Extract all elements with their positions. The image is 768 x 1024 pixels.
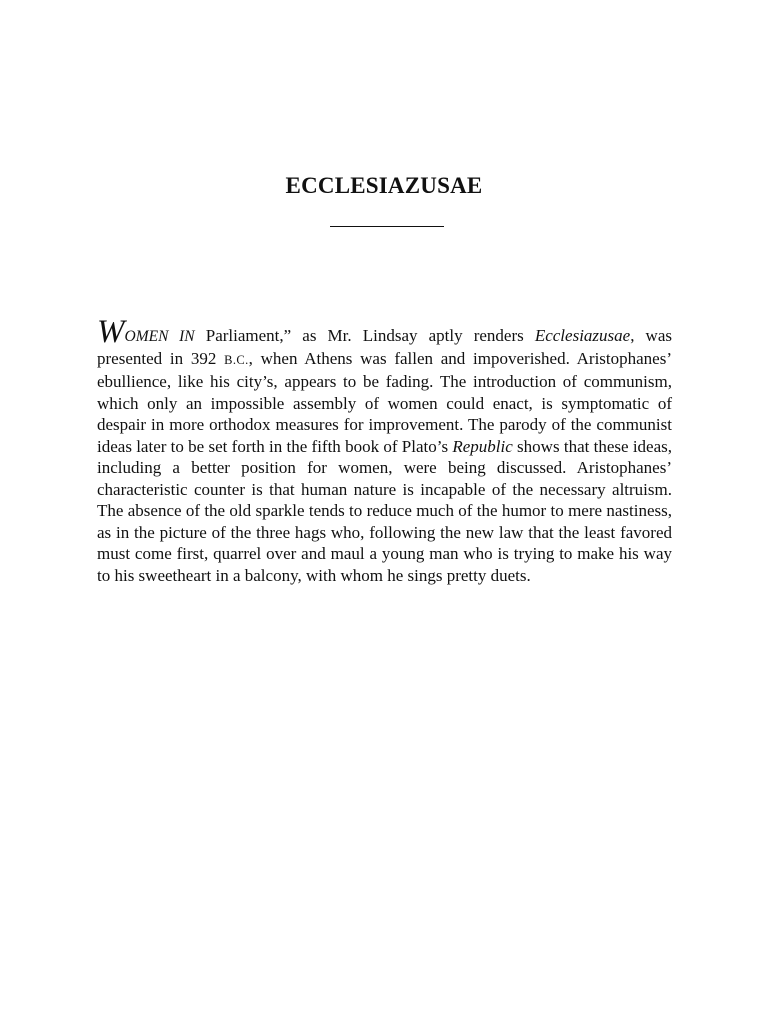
era-abbreviation: B.C.: [224, 352, 249, 367]
text-segment-2: , was presented in 392: [97, 326, 672, 368]
italic-title-ecclesiazusae: Ecclesiazusae: [534, 326, 631, 345]
italic-title-republic: Republic: [452, 436, 513, 456]
body-paragraph: [97, 314, 673, 586]
drop-cap: W: [97, 314, 125, 350]
page-title: ECCLESIAZUSAE: [285, 173, 483, 198]
text-segment-3: , when Athens was fallen and impoverished. Aristophanes’ ebullience, like his city’s, appears to be fading. The introduction of communism, which only an impossible assembly of women could enact, is symptomatic of despair in more orthodox measures for improvement. The parody of the communist ideas later to be set forth in the fifth book of Plato’s: [97, 348, 673, 456]
lead-in-smallcaps: OMEN IN: [124, 328, 195, 345]
text-segment-1: Parliament,” as Mr. Lindsay aptly renders: [194, 326, 535, 345]
text-segment-4: shows that these ideas, including a better position for women, were being discussed. Aristophanes’ characteristic counter is that human nature is incapable of the necessary altruism. The absence of the old sparkle tends to reduce much of the humor to mere nastiness, as in the picture of the three hags who, following the new law that the least favored must come first, quarrel over and maul a young man who is trying to make his way to his sweetheart in a balcony, with whom he sings pretty duets.: [97, 436, 672, 585]
title-divider: [330, 226, 444, 227]
